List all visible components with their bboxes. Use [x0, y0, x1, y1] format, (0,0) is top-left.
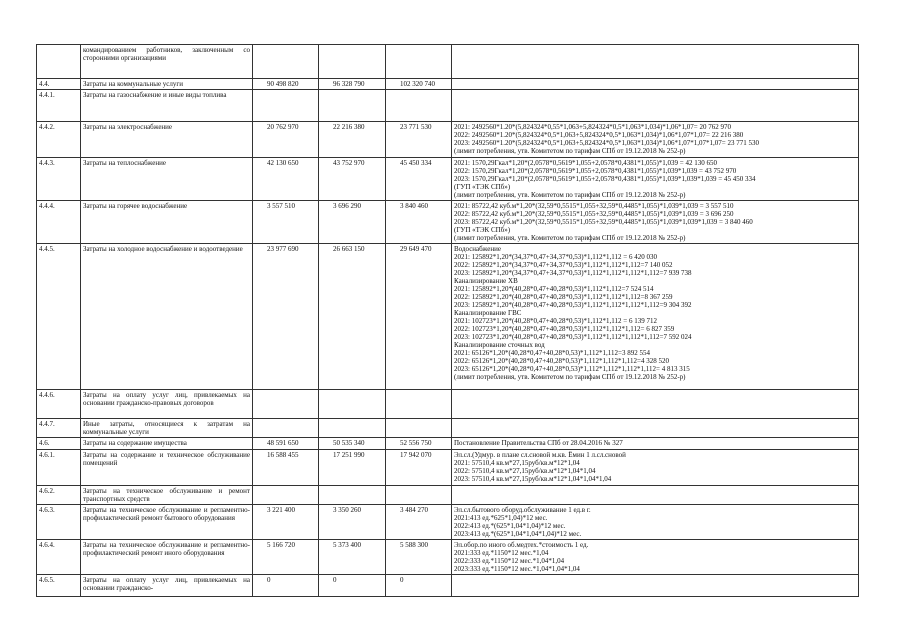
- calculation-basis: [452, 390, 859, 419]
- expense-name: Затраты на горячее водоснабжение: [81, 201, 253, 244]
- basis-line: Канализирование сточных вод: [454, 341, 545, 349]
- calculation-basis: [452, 158, 859, 201]
- value-2022: [319, 486, 386, 505]
- basis-line: (ГУП «ТЭК СПб»): [454, 226, 511, 234]
- basis-line: Эл.сл.бытового оборуд.обслуживание 1 ед.в г.: [454, 506, 591, 514]
- basis-line: 2022: 125892*1,20*(40,28*0,47+40,28*0,53)*1,112*1,112*1,112=8 367 259: [454, 293, 673, 301]
- value-2023: 52 556 750: [386, 438, 452, 450]
- basis-line: 2023: 2492560*1.20*(5,824324*0,5*1,063+5,824324*0,5*1,063*1,034)*1,06*1,07*1,07*1,07= 23 771 530: [454, 139, 760, 147]
- basis-line: 2022: 57510,4 кв.м*27,15руб/кв.м*12*1,04*1,04: [454, 467, 596, 475]
- value-2021: 3 557 510: [253, 201, 319, 244]
- value-2022: 17 251 990: [319, 450, 386, 486]
- basis-line: 2022: 2492560*1.20*(5,824324*0,5*1,063+5,824324*0,5*1,063*1,034)*1,06*1,07*1,07= 22 216 380: [454, 131, 744, 139]
- row-number: [37, 45, 81, 79]
- basis-line: 2023: 65126*1,20*(40,28*0,47+40,28*0,53)*1,112*1,112*1,112*1,112= 4 813 315: [454, 365, 690, 373]
- value-2021: [253, 90, 319, 122]
- table-row: [37, 486, 859, 505]
- basis-line: 2022: 65126*1,20*(40,28*0,47+40,28*0,53)*1,112*1,112*1,112=4 328 520: [454, 357, 669, 365]
- calculation-basis: [452, 438, 859, 450]
- calculation-basis: [452, 505, 859, 540]
- row-number: 4.6.5.: [37, 575, 81, 597]
- basis-line: 2023: 1570,29Гкал*1,20*(2,0578*0,5619*1,055+2,0578*0,4381*1,055)*1,039*1,039*1,039 = 45 450 334: [454, 175, 756, 183]
- value-2022: 43 752 970: [319, 158, 386, 201]
- row-number: 4.6.2.: [37, 486, 81, 505]
- value-2023: 102 320 740: [386, 79, 452, 90]
- row-number: 4.4.7.: [37, 419, 81, 438]
- basis-line: 2021: 125892*1,20*(34,37*0,47+34,37*0,53)*1,112*1,112 = 6 420 030: [454, 253, 657, 261]
- basis-line: 2022: 1570,29Гкал*1,20*(2,0578*0,5619*1,055+2,0578*0,4381*1,055)*1,039*1,039 = 43 752 970: [454, 167, 737, 175]
- value-2023: [386, 90, 452, 122]
- basis-line: 2022:413 ед.*(625*1,04*1,04)*12 мес.: [454, 522, 566, 530]
- basis-line: 2021: 2492560*1.20*(5,824324*0,55*1,063+5,824324*0,5*1,063*1,034)*1,06*1,07= 20 762 970: [454, 123, 732, 131]
- value-2023: 3 484 270: [386, 505, 452, 540]
- row-number: 4.4.6.: [37, 390, 81, 419]
- value-2021: 42 130 650: [253, 158, 319, 201]
- expense-name: Затраты на оплату услуг лиц, привлекаемых на основании гражданско-правовых договоров: [81, 390, 253, 419]
- value-2022: 96 328 790: [319, 79, 386, 90]
- expense-name: Затраты на техническое обслуживание и регламентно-профилактический ремонт иного оборудования: [81, 540, 253, 575]
- basis-line: (лимит потребления, утв. Комитетом по тарифам СПб от 19.12.2018 № 252-р): [454, 234, 686, 242]
- basis-line: 2021: 57510,4 кв.м*27,15руб/кв.м*12*1,04: [454, 459, 580, 467]
- expense-name: командированием работников, заключенным со сторонними организациями: [81, 45, 253, 79]
- calculation-basis: [452, 486, 859, 505]
- value-2021: 48 591 650: [253, 438, 319, 450]
- table-row: [37, 244, 859, 390]
- basis-line: (ГУП «ТЭК СПб»): [454, 183, 511, 191]
- row-number: 4.4.2.: [37, 122, 81, 158]
- table-row: [37, 438, 859, 450]
- value-2022: 50 535 340: [319, 438, 386, 450]
- value-2021: 3 221 400: [253, 505, 319, 540]
- expense-name: Затраты на газоснабжение и иные виды топлива: [81, 90, 253, 122]
- basis-line: 2023: 102723*1,20*(40,28*0,47+40,28*0,53)*1,112*1,112*1,112*1,112=7 592 024: [454, 333, 692, 341]
- row-number: 4.4.1.: [37, 90, 81, 122]
- calculation-basis: [452, 45, 859, 79]
- value-2022: [319, 45, 386, 79]
- row-number: 4.4.4.: [37, 201, 81, 244]
- basis-line: 2023: 57510,4 кв.м*27,15руб/кв.м*12*1,04*1,04*1,04: [454, 475, 612, 483]
- value-2021: [253, 486, 319, 505]
- basis-line: 2021:413 ед.*625*1,04)*12 мес.: [454, 514, 548, 522]
- basis-line: 2023: 125892*1,20*(40,28*0,47+40,28*0,53)*1,112*1,112*1,112*1,112=9 304 392: [454, 301, 692, 309]
- value-2021: [253, 419, 319, 438]
- value-2021: 20 762 970: [253, 122, 319, 158]
- value-2021: 90 498 820: [253, 79, 319, 90]
- calculation-basis: [452, 122, 859, 158]
- value-2022: 3 696 290: [319, 201, 386, 244]
- row-number: 4.4.5.: [37, 244, 81, 390]
- value-2023: [386, 45, 452, 79]
- expense-name: Затраты на теплоснабжение: [81, 158, 253, 201]
- value-2021: 16 588 455: [253, 450, 319, 486]
- basis-line: 2022: 125892*1,20*(34,37*0,47+34,37*0,53)*1,112*1,112*1,112=7 140 052: [454, 261, 673, 269]
- value-2022: 22 216 380: [319, 122, 386, 158]
- value-2023: 45 450 334: [386, 158, 452, 201]
- basis-line: 2023: 125892*1,20*(34,37*0,47+34,37*0,53)*1,112*1,112*1,112*1,112=7 939 738: [454, 269, 692, 277]
- value-2023: 0: [386, 575, 452, 597]
- expense-name: Иные затраты, относящиеся к затратам на коммунальные услуги: [81, 419, 253, 438]
- table-row: [37, 122, 859, 158]
- table-body: [37, 45, 859, 597]
- calculation-basis: [452, 450, 859, 486]
- basis-line: 2023:413 ед.*(625*1,04*1,04*1,04)*12 мес.: [454, 530, 582, 538]
- value-2021: 5 166 720: [253, 540, 319, 575]
- value-2022: 0: [319, 575, 386, 597]
- basis-line: 2023: 85722,42 куб.м*1,20*(32,59*0,5515*1,055+32,59*0,4485*1,055)*1,039*1,039*1,039 = 3 840 460: [454, 218, 753, 226]
- expense-name: Затраты на техническое обслуживание и регламентно-профилактический ремонт бытового оборудования: [81, 505, 253, 540]
- value-2023: [386, 419, 452, 438]
- basis-line: 2021: 65126*1,20*(40,28*0,47+40,28*0,53)*1,112*1,112=3 892 554: [454, 349, 650, 357]
- table-row: [37, 390, 859, 419]
- basis-line: 2022:333 ед.*1150*12 мес.*1,04*1,04: [454, 557, 565, 565]
- expense-name: Затраты на холодное водоснабжение и водоотведение: [81, 244, 253, 390]
- value-2022: 26 663 150: [319, 244, 386, 390]
- basis-line: Эл.обор.по иного об.медтех.*стоимость 1 ед.: [454, 541, 589, 549]
- value-2022: 3 350 260: [319, 505, 386, 540]
- expense-name: Затраты на оплату услуг лиц, привлекаемых на основании гражданско-: [81, 575, 253, 597]
- calculation-basis: [452, 244, 859, 390]
- row-number: 4.4.3.: [37, 158, 81, 201]
- basis-line: (лимит потребления, утв. Комитетом по тарифам СПб от 19.12.2018 № 252-р): [454, 373, 686, 381]
- value-2023: 17 942 070: [386, 450, 452, 486]
- basis-line: 2022: 85722,42 куб.м*1,20*(32,59*0,5515*1,055+32,59*0,4485*1,055)*1,039*1,039 = 3 696 250: [454, 210, 734, 218]
- calculation-basis: [452, 419, 859, 438]
- row-number: 4.4.: [37, 79, 81, 90]
- value-2022: [319, 419, 386, 438]
- basis-line: Эл.сл.(Удмур. в плане сл.сновой м.кв. Ёмин 1 л.сл.сновой: [454, 451, 626, 459]
- basis-line: Постановление Правительства СПб от 28.04.2016 № 327: [454, 439, 623, 447]
- basis-line: (лимит потребления, утв. Комитетом по тарифам СПб от 19.12.2018 № 252-р): [454, 147, 686, 155]
- expense-name: Затраты на коммунальные услуги: [81, 79, 253, 90]
- value-2023: 23 771 530: [386, 122, 452, 158]
- basis-line: Канализирование ХВ: [454, 277, 518, 285]
- row-number: 4.6.3.: [37, 505, 81, 540]
- calculation-basis: [452, 540, 859, 575]
- table-row: [37, 201, 859, 244]
- basis-line: Канализирование ГВС: [454, 309, 522, 317]
- basis-line: 2021: 102723*1,20*(40,28*0,47+40,28*0,53)*1,112*1,112 = 6 139 712: [454, 317, 657, 325]
- expense-name: Затраты на содержание и техническое обслуживание помещений: [81, 450, 253, 486]
- table-row: [37, 575, 859, 597]
- calculation-basis: [452, 575, 859, 597]
- table-row: [37, 90, 859, 122]
- basis-line: 2021:333 ед.*1150*12 мес.*1,04: [454, 549, 549, 557]
- value-2021: [253, 390, 319, 419]
- calculation-basis: [452, 79, 859, 90]
- value-2023: 3 840 460: [386, 201, 452, 244]
- table-row: [37, 540, 859, 575]
- table-row: [37, 45, 859, 79]
- basis-line: 2022: 102723*1,20*(40,28*0,47+40,28*0,53)*1,112*1,112*1,112= 6 827 359: [454, 325, 675, 333]
- expense-name: Затраты на электроснабжение: [81, 122, 253, 158]
- value-2022: 5 373 400: [319, 540, 386, 575]
- expense-name: Затраты на техническое обслуживание и ремонт транспортных средств: [81, 486, 253, 505]
- basis-line: 2021: 125892*1,20*(40,28*0,47+40,28*0,53)*1,112*1,112=7 524 514: [454, 285, 654, 293]
- row-number: 4.6.1.: [37, 450, 81, 486]
- calculation-basis: [452, 90, 859, 122]
- basis-line: (лимит потребления, утв. Комитетом по тарифам СПб от 19.12.2018 № 252-р): [454, 191, 686, 199]
- value-2021: 0: [253, 575, 319, 597]
- value-2022: [319, 390, 386, 419]
- value-2023: [386, 486, 452, 505]
- table-row: [37, 79, 859, 90]
- basis-line: Водоснабжение: [454, 245, 502, 253]
- expenses-table: [36, 44, 859, 597]
- value-2023: 29 649 470: [386, 244, 452, 390]
- value-2022: [319, 90, 386, 122]
- calculation-basis: [452, 201, 859, 244]
- basis-line: 2021: 85722,42 куб.м*1,20*(32,59*0,5515*1,055+32,59*0,4485*1,055)*1,039*1,039 = 3 557 510: [454, 202, 734, 210]
- table-row: [37, 450, 859, 486]
- value-2023: [386, 390, 452, 419]
- value-2021: [253, 45, 319, 79]
- basis-line: 2021: 1570,29Гкал*1,20*(2,0578*0,5619*1,055+2,0578*0,4381*1,055)*1,039 = 42 130 650: [454, 159, 718, 167]
- table-row: [37, 158, 859, 201]
- row-number: 4.6.: [37, 438, 81, 450]
- table-row: [37, 419, 859, 438]
- expense-name: Затраты на содержание имущества: [81, 438, 253, 450]
- basis-line: 2023:333 ед.*1150*12 мес.*1,04*1,04*1,04: [454, 565, 580, 573]
- value-2023: 5 588 300: [386, 540, 452, 575]
- row-number: 4.6.4.: [37, 540, 81, 575]
- table-row: [37, 505, 859, 540]
- value-2021: 23 977 690: [253, 244, 319, 390]
